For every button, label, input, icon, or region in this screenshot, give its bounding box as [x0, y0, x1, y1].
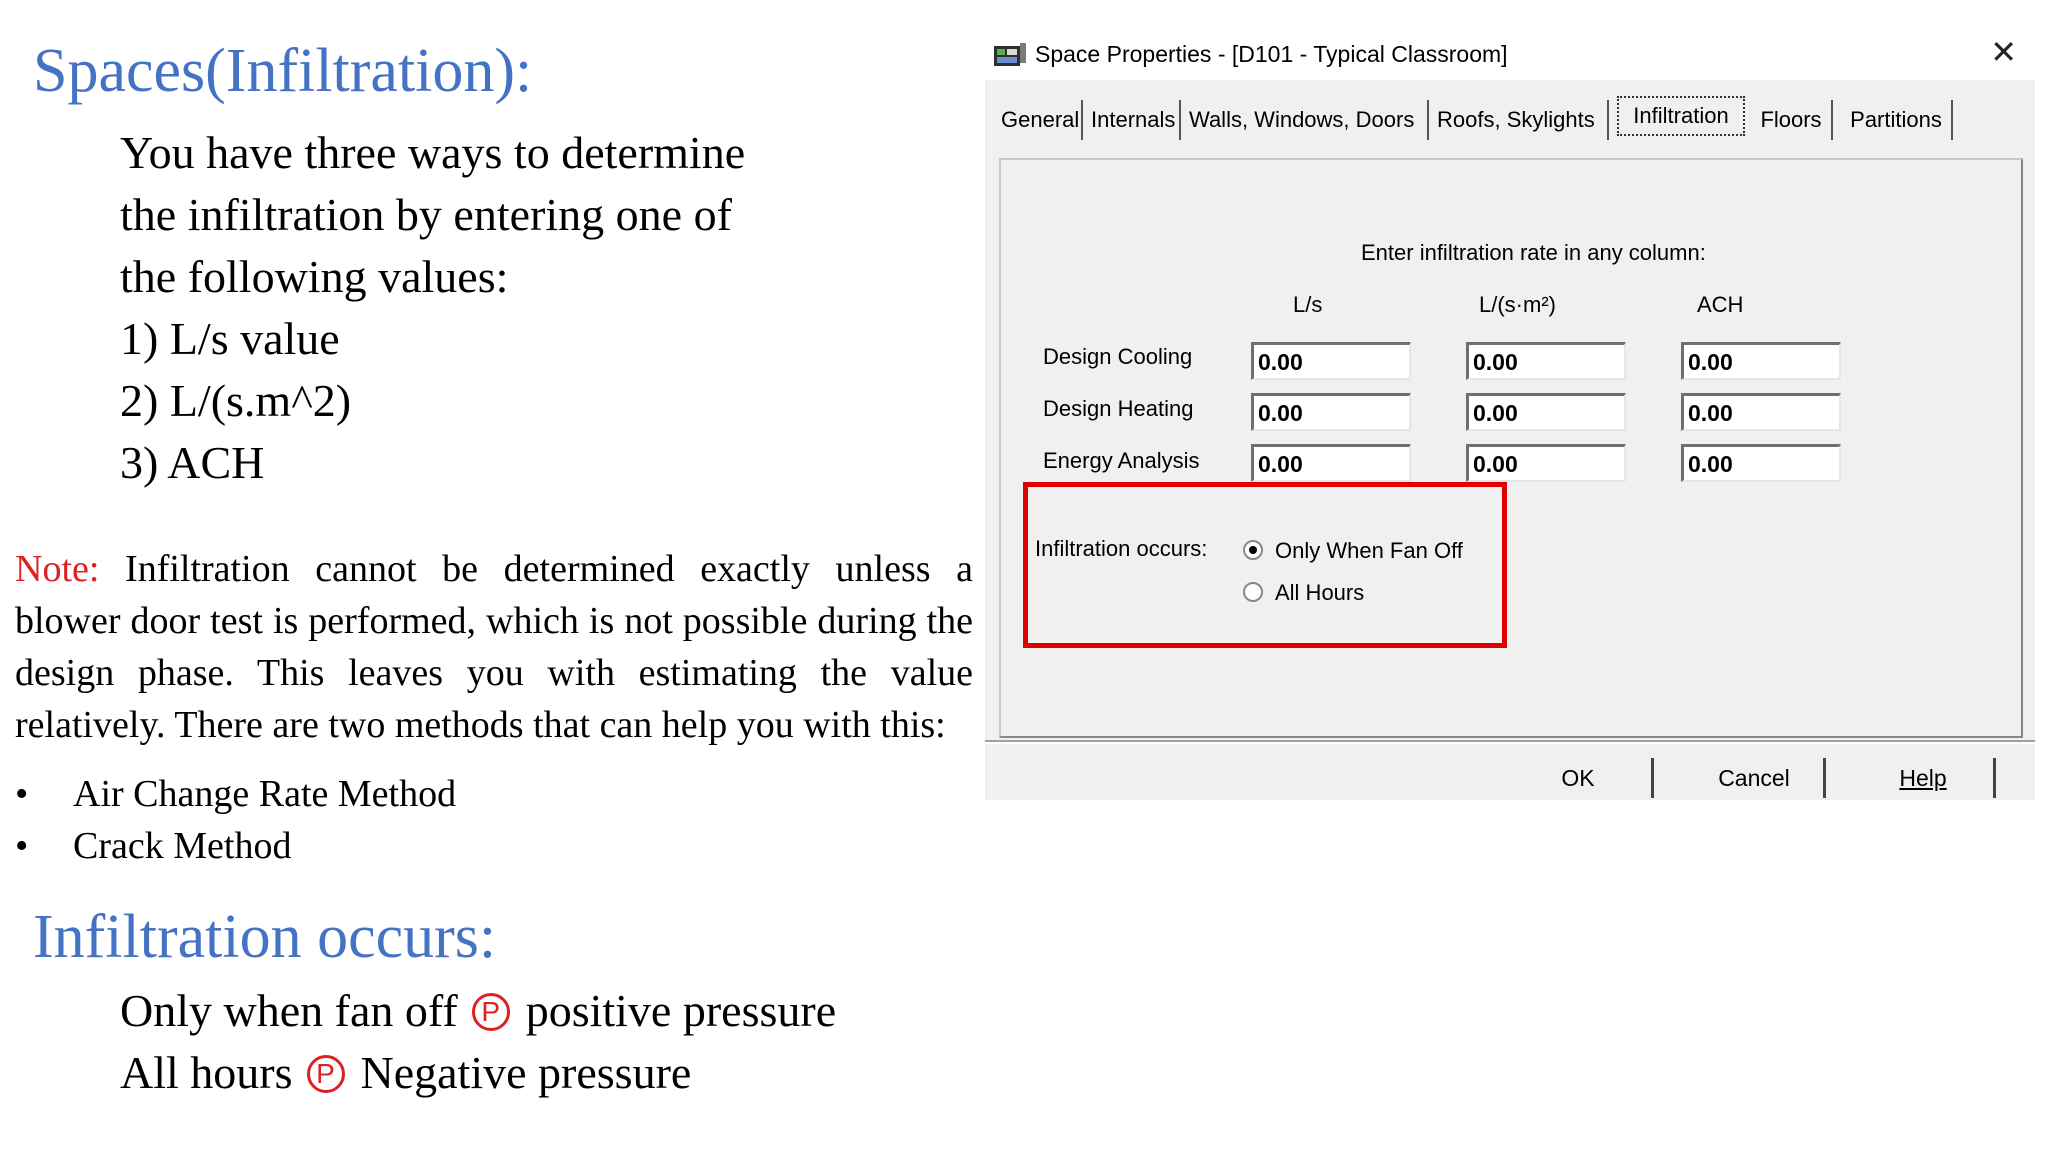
app-icon [993, 42, 1027, 68]
design-heating-lsm2-field[interactable]: 0.00 [1466, 393, 1626, 431]
tab-label: Partitions [1850, 107, 1942, 132]
bullet-item [15, 775, 456, 813]
bullet-dot: • [15, 773, 29, 815]
only-when-fan-off-label[interactable]: Only When Fan Off [1275, 538, 1463, 563]
tab-floors[interactable] [1751, 100, 1833, 140]
bullet-item [15, 827, 291, 865]
column-header-ach: ACH [1697, 292, 1744, 317]
tab-general[interactable] [1001, 100, 1083, 140]
tab-partitions[interactable] [1841, 100, 1953, 140]
tab-internals[interactable] [1091, 100, 1181, 140]
bullet-text: Air Change Rate Method [73, 773, 457, 815]
tab-label: Floors [1760, 107, 1822, 132]
bullet-dot: • [15, 825, 29, 867]
row-label-design-heating [1043, 396, 1193, 422]
tab-infiltration[interactable] [1617, 96, 1745, 136]
space-properties-dialog [985, 30, 2035, 800]
intro-line: You have three ways to determine [120, 127, 746, 178]
intro-line: the infiltration by entering one of [120, 189, 732, 240]
row-label-text: Energy Analysis [1043, 448, 1200, 473]
energy-analysis-lsm2-field[interactable]: 0.00 [1466, 444, 1626, 482]
tab-label: Infiltration [1633, 103, 1729, 128]
p-symbol-icon: P [472, 993, 510, 1031]
column-header-ls: L/s [1293, 292, 1323, 317]
design-cooling-lsm2-field[interactable]: 0.00 [1466, 342, 1626, 380]
infiltration-panel [999, 158, 2023, 738]
row-label-text: Design Cooling [1043, 344, 1193, 369]
occurs-line [120, 985, 837, 1037]
design-cooling-ach-field[interactable]: 0.00 [1681, 342, 1841, 380]
intro-line: 3) ACH [120, 437, 265, 488]
tab-label: General [1001, 107, 1080, 132]
ok-button[interactable]: OK [1505, 758, 1654, 798]
note-paragraph [15, 543, 973, 751]
dialog-title: Space Properties - [D101 - Typical Classroom] [1035, 41, 1508, 67]
intro-line: 1) L/s value [120, 313, 340, 364]
note-text: Infiltration cannot be determined exactly unless a blower door test is performed, which is not possible during the design phase. This leaves you with estimating the value relatively. There are two methods that can help you with this: [15, 548, 973, 746]
occurs-condition: Only when fan off [120, 985, 458, 1036]
intro-line: the following values: [120, 251, 509, 302]
cancel-button[interactable]: Cancel [1685, 758, 1826, 798]
p-symbol-icon: P [307, 1055, 345, 1093]
occurs-condition: All hours [120, 1047, 293, 1098]
slide-heading-infiltration: Spaces(Infiltration): [33, 37, 533, 105]
tab-walls-windows-doors[interactable] [1189, 100, 1429, 140]
dialog-titlebar[interactable] [985, 30, 2035, 80]
occurs-line [120, 1047, 692, 1099]
highlight-box [1023, 482, 1507, 648]
bullet-text: Crack Method [73, 825, 292, 867]
design-heating-ach-field[interactable]: 0.00 [1681, 393, 1841, 431]
tab-roofs-skylights[interactable] [1437, 100, 1609, 140]
design-heating-ls-field[interactable]: 0.00 [1251, 393, 1411, 431]
row-label-design-cooling [1043, 344, 1192, 370]
slide-heading-occurs: Infiltration occurs: [33, 903, 497, 971]
energy-analysis-ls-field[interactable]: 0.00 [1251, 444, 1411, 482]
intro-line: 2) L/(s.m^2) [120, 375, 352, 426]
tab-strip [991, 100, 2031, 144]
tab-label: Roofs, Skylights [1437, 107, 1595, 132]
instruction-text: Enter infiltration rate in any column: [1361, 240, 1706, 265]
energy-analysis-ach-field[interactable]: 0.00 [1681, 444, 1841, 482]
tab-label: Internals [1091, 107, 1176, 132]
all-hours-label[interactable]: All Hours [1275, 580, 1365, 605]
design-cooling-ls-field[interactable]: 0.00 [1251, 342, 1411, 380]
close-button[interactable]: ✕ [1990, 34, 2017, 70]
occurs-result: positive pressure [525, 985, 837, 1036]
button-separator-highlight [985, 742, 2035, 744]
column-header-lsm2: L/(s·m²) [1479, 292, 1556, 317]
help-button[interactable]: Help [1853, 758, 1996, 798]
occurs-result: Negative pressure [360, 1047, 692, 1098]
infiltration-occurs-label: Infiltration occurs: [1035, 536, 1208, 561]
row-label-energy-analysis [1043, 448, 1200, 474]
row-label-text: Design Heating [1043, 396, 1194, 421]
note-label: Note: [15, 548, 100, 590]
tab-label: Walls, Windows, Doors [1189, 107, 1415, 132]
